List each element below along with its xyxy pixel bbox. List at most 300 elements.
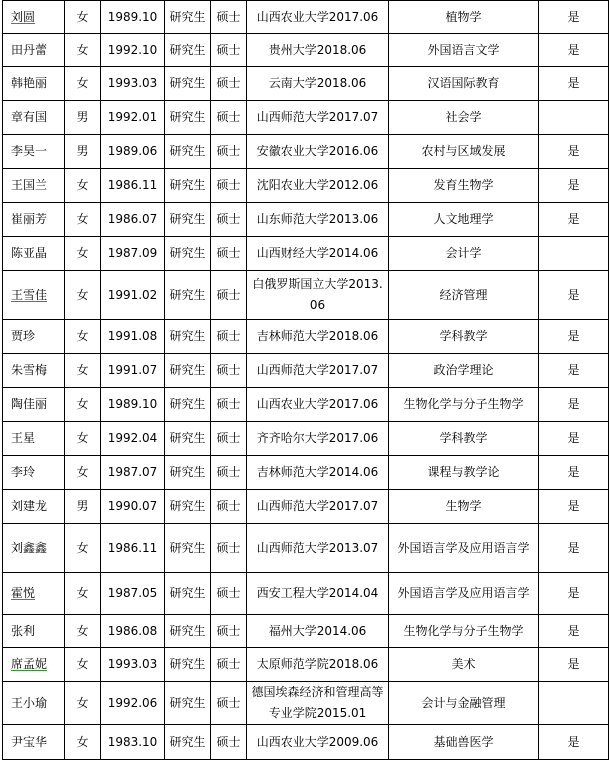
graduated-school-text: 山西财经大学2014.06 xyxy=(256,246,379,260)
flag-cell xyxy=(539,490,609,524)
degree-text: 硕士 xyxy=(216,465,241,479)
gender-cell xyxy=(65,725,101,760)
degree-text: 硕士 xyxy=(216,734,241,749)
name-cell xyxy=(3,725,65,760)
birth-date-cell xyxy=(101,169,165,203)
flag-cell xyxy=(539,34,609,67)
flag-text: 是 xyxy=(567,9,580,24)
flag-cell xyxy=(539,388,609,422)
major-text: 发育生物学 xyxy=(433,178,494,192)
graduated-school-cell xyxy=(247,34,389,67)
flag-text: 是 xyxy=(567,42,580,57)
flag-text: 是 xyxy=(567,586,580,600)
major-text: 人文地理学 xyxy=(433,212,494,226)
graduated-school-cell xyxy=(247,271,389,320)
degree-cell xyxy=(211,101,247,135)
degree-cell xyxy=(211,490,247,524)
graduated-school-cell xyxy=(247,135,389,169)
name-cell xyxy=(3,388,65,422)
name-cell xyxy=(3,354,65,388)
flag-text: 是 xyxy=(567,287,580,302)
major-cell xyxy=(389,237,539,271)
major-cell xyxy=(389,573,539,615)
degree-text: 硕士 xyxy=(216,397,241,411)
education-text: 研究生 xyxy=(169,178,206,192)
graduated-school-text: 齐齐哈尔大学2017.06 xyxy=(256,431,379,445)
flag-cell xyxy=(539,456,609,490)
flag-text: 是 xyxy=(567,623,580,638)
graduated-school-text: 太原师范学院2018.06 xyxy=(256,657,379,671)
gender-cell xyxy=(65,1,101,34)
graduated-school-cell xyxy=(247,573,389,615)
flag-text: 是 xyxy=(567,540,580,555)
graduated-school-cell xyxy=(247,388,389,422)
major-cell xyxy=(389,67,539,101)
major-cell xyxy=(389,135,539,169)
graduated-school-cell xyxy=(247,67,389,101)
gender-cell xyxy=(65,456,101,490)
flag-cell xyxy=(539,682,609,725)
major-cell xyxy=(389,320,539,354)
name-cell xyxy=(3,34,65,67)
table-row xyxy=(3,422,609,456)
education-cell xyxy=(165,169,211,203)
birth-date-cell xyxy=(101,615,165,648)
birth-date-cell xyxy=(101,422,165,456)
roster-rows xyxy=(3,1,609,760)
birth-date-text: 1992.04 xyxy=(107,431,158,445)
degree-text: 硕士 xyxy=(216,110,241,124)
flag-text: 是 xyxy=(567,212,580,226)
gender-text: 女 xyxy=(76,212,89,226)
table-row xyxy=(3,725,609,760)
table-row xyxy=(3,271,609,320)
education-cell xyxy=(165,34,211,67)
name-text: 王国兰 xyxy=(11,178,48,192)
graduated-school-text: 山西师范大学2017.07 xyxy=(256,363,379,377)
birth-date-cell xyxy=(101,682,165,725)
flag-cell xyxy=(539,271,609,320)
name-cell xyxy=(3,456,65,490)
gender-text: 女 xyxy=(76,586,89,600)
major-text: 课程与教学论 xyxy=(427,465,500,479)
table-row xyxy=(3,388,609,422)
gender-text: 女 xyxy=(76,397,89,411)
gender-text: 女 xyxy=(76,431,89,445)
education-text: 研究生 xyxy=(169,110,206,124)
major-cell xyxy=(389,615,539,648)
birth-date-cell xyxy=(101,320,165,354)
education-cell xyxy=(165,135,211,169)
name-cell xyxy=(3,524,65,573)
name-text: 陶佳丽 xyxy=(11,397,48,411)
education-cell xyxy=(165,1,211,34)
birth-date-text: 1989.06 xyxy=(107,144,158,158)
gender-cell xyxy=(65,422,101,456)
flag-cell xyxy=(539,354,609,388)
gender-cell xyxy=(65,320,101,354)
degree-text: 硕士 xyxy=(216,9,241,24)
degree-cell xyxy=(211,320,247,354)
birth-date-cell xyxy=(101,34,165,67)
degree-text: 硕士 xyxy=(216,76,241,90)
birth-date-text: 1991.02 xyxy=(107,287,158,302)
roster-table xyxy=(2,0,609,760)
degree-text: 硕士 xyxy=(216,586,241,600)
flag-cell xyxy=(539,169,609,203)
gender-text: 女 xyxy=(76,287,89,302)
education-text: 研究生 xyxy=(169,76,206,90)
major-cell xyxy=(389,456,539,490)
degree-text: 硕士 xyxy=(216,695,241,710)
degree-cell xyxy=(211,388,247,422)
major-cell xyxy=(389,1,539,34)
gender-cell xyxy=(65,34,101,67)
birth-date-cell xyxy=(101,271,165,320)
gender-cell xyxy=(65,271,101,320)
degree-text: 硕士 xyxy=(216,329,241,343)
table-row xyxy=(3,490,609,524)
education-text: 研究生 xyxy=(169,9,206,24)
flag-cell xyxy=(539,1,609,34)
education-cell xyxy=(165,354,211,388)
birth-date-text: 1986.08 xyxy=(107,623,158,638)
name-text: 尹宝华 xyxy=(11,734,48,749)
graduated-school-cell xyxy=(247,456,389,490)
table-row xyxy=(3,101,609,135)
graduated-school-text: 云南大学2018.06 xyxy=(268,76,367,90)
gender-cell xyxy=(65,648,101,682)
gender-cell xyxy=(65,354,101,388)
gender-text: 女 xyxy=(76,76,89,90)
name-text: 贾珍 xyxy=(11,329,36,343)
gender-text: 女 xyxy=(76,246,89,260)
flag-cell xyxy=(539,135,609,169)
degree-cell xyxy=(211,422,247,456)
degree-cell xyxy=(211,1,247,34)
table-row xyxy=(3,135,609,169)
gender-cell xyxy=(65,169,101,203)
gender-text: 女 xyxy=(76,695,89,710)
major-text: 经济管理 xyxy=(439,287,488,302)
flag-text: 是 xyxy=(567,397,580,411)
major-text: 植物学 xyxy=(445,9,482,24)
education-cell xyxy=(165,725,211,760)
name-cell xyxy=(3,237,65,271)
name-text: 刘鑫鑫 xyxy=(11,540,48,555)
birth-date-text: 1989.10 xyxy=(107,397,158,411)
major-cell xyxy=(389,490,539,524)
degree-text: 硕士 xyxy=(216,287,241,302)
education-text: 研究生 xyxy=(169,499,206,513)
graduated-school-cell xyxy=(247,237,389,271)
degree-cell xyxy=(211,67,247,101)
birth-date-text: 1990.07 xyxy=(107,499,158,513)
major-text: 政治学理论 xyxy=(433,363,494,377)
major-cell xyxy=(389,203,539,237)
graduated-school-text: 西安工程大学2014.04 xyxy=(256,586,379,600)
birth-date-text: 1991.07 xyxy=(107,363,158,377)
education-text: 研究生 xyxy=(169,657,206,671)
name-cell xyxy=(3,682,65,725)
flag-cell xyxy=(539,320,609,354)
education-cell xyxy=(165,203,211,237)
name-text: 席孟妮 xyxy=(11,657,48,671)
name-text: 章有国 xyxy=(11,110,48,124)
education-cell xyxy=(165,388,211,422)
major-text: 学科教学 xyxy=(439,329,488,343)
flag-cell xyxy=(539,237,609,271)
education-cell xyxy=(165,271,211,320)
degree-cell xyxy=(211,135,247,169)
birth-date-cell xyxy=(101,237,165,271)
gender-text: 女 xyxy=(76,465,89,479)
table-row xyxy=(3,1,609,34)
education-cell xyxy=(165,67,211,101)
major-text: 外国语言学及应用语言学 xyxy=(397,540,530,555)
birth-date-text: 1992.10 xyxy=(107,42,158,57)
graduated-school-text: 山东师范大学2013.06 xyxy=(256,212,379,226)
flag-cell xyxy=(539,67,609,101)
name-text: 刘建龙 xyxy=(11,499,48,513)
education-text: 研究生 xyxy=(169,246,206,260)
birth-date-text: 1986.11 xyxy=(107,178,158,192)
flag-text: 是 xyxy=(567,657,580,671)
gender-text: 男 xyxy=(76,144,89,158)
name-cell xyxy=(3,1,65,34)
education-text: 研究生 xyxy=(169,287,206,302)
name-text: 霍悦 xyxy=(11,586,36,600)
major-cell xyxy=(389,271,539,320)
major-text: 外国语言学及应用语言学 xyxy=(397,586,530,600)
degree-cell xyxy=(211,237,247,271)
graduated-school-text: 白俄罗斯国立大学2013.06 xyxy=(252,277,383,312)
education-text: 研究生 xyxy=(169,586,206,600)
gender-text: 女 xyxy=(76,657,89,671)
name-text: 李昊一 xyxy=(11,144,48,158)
birth-date-text: 1987.09 xyxy=(107,246,158,260)
education-cell xyxy=(165,573,211,615)
graduated-school-text: 贵州大学2018.06 xyxy=(268,42,367,57)
birth-date-cell xyxy=(101,135,165,169)
graduated-school-text: 山西师范大学2017.07 xyxy=(256,110,379,124)
gender-cell xyxy=(65,388,101,422)
name-cell xyxy=(3,422,65,456)
education-cell xyxy=(165,615,211,648)
education-cell xyxy=(165,648,211,682)
birth-date-cell xyxy=(101,67,165,101)
education-cell xyxy=(165,422,211,456)
name-text: 王星 xyxy=(11,431,36,445)
education-text: 研究生 xyxy=(169,397,206,411)
major-text: 会计学 xyxy=(445,246,482,260)
education-text: 研究生 xyxy=(169,212,206,226)
gender-text: 女 xyxy=(76,623,89,638)
name-cell xyxy=(3,101,65,135)
flag-text: 是 xyxy=(567,363,580,377)
education-cell xyxy=(165,456,211,490)
flag-cell xyxy=(539,573,609,615)
flag-text: 是 xyxy=(567,329,580,343)
degree-text: 硕士 xyxy=(216,144,241,158)
graduated-school-text: 吉林师范大学2014.06 xyxy=(256,465,379,479)
graduated-school-text: 吉林师范大学2018.06 xyxy=(256,329,379,343)
table-row xyxy=(3,34,609,67)
birth-date-cell xyxy=(101,725,165,760)
flag-cell xyxy=(539,203,609,237)
graduated-school-text: 山西农业大学2017.06 xyxy=(256,397,379,411)
birth-date-cell xyxy=(101,354,165,388)
name-cell xyxy=(3,573,65,615)
gender-text: 女 xyxy=(76,734,89,749)
birth-date-text: 1992.01 xyxy=(107,110,158,124)
flag-cell xyxy=(539,648,609,682)
degree-cell xyxy=(211,573,247,615)
education-text: 研究生 xyxy=(169,42,206,57)
table-row xyxy=(3,615,609,648)
degree-cell xyxy=(211,682,247,725)
graduated-school-cell xyxy=(247,169,389,203)
flag-text: 是 xyxy=(567,178,580,192)
degree-text: 硕士 xyxy=(216,499,241,513)
major-cell xyxy=(389,101,539,135)
name-cell xyxy=(3,648,65,682)
education-cell xyxy=(165,682,211,725)
flag-text: 是 xyxy=(567,431,580,445)
gender-cell xyxy=(65,203,101,237)
name-cell xyxy=(3,490,65,524)
education-text: 研究生 xyxy=(169,734,206,749)
major-text: 外国语言文学 xyxy=(427,42,500,57)
degree-text: 硕士 xyxy=(216,431,241,445)
degree-text: 硕士 xyxy=(216,178,241,192)
graduated-school-text: 山西师范大学2013.07 xyxy=(256,540,379,555)
table-row xyxy=(3,354,609,388)
major-cell xyxy=(389,388,539,422)
graduated-school-cell xyxy=(247,725,389,760)
degree-cell xyxy=(211,34,247,67)
graduated-school-cell xyxy=(247,203,389,237)
gender-text: 女 xyxy=(76,540,89,555)
name-cell xyxy=(3,169,65,203)
degree-text: 硕士 xyxy=(216,363,241,377)
major-text: 生物化学与分子生物学 xyxy=(403,623,524,638)
graduated-school-cell xyxy=(247,490,389,524)
degree-cell xyxy=(211,271,247,320)
gender-text: 女 xyxy=(76,178,89,192)
major-text: 学科教学 xyxy=(439,431,488,445)
name-cell xyxy=(3,320,65,354)
name-cell xyxy=(3,615,65,648)
gender-text: 女 xyxy=(76,9,89,24)
degree-cell xyxy=(211,615,247,648)
graduated-school-text: 山西农业大学2017.06 xyxy=(256,9,379,24)
graduated-school-cell xyxy=(247,101,389,135)
major-cell xyxy=(389,524,539,573)
birth-date-text: 1986.11 xyxy=(107,540,158,555)
name-cell xyxy=(3,135,65,169)
name-cell xyxy=(3,67,65,101)
gender-text: 女 xyxy=(76,363,89,377)
gender-text: 男 xyxy=(76,499,89,513)
education-cell xyxy=(165,490,211,524)
graduated-school-text: 德国埃森经济和管理高等专业学院2015.01 xyxy=(251,685,384,720)
gender-cell xyxy=(65,490,101,524)
graduated-school-text: 沈阳农业大学2012.06 xyxy=(256,178,379,192)
name-text: 王雪佳 xyxy=(11,287,48,302)
name-text: 崔丽芳 xyxy=(11,212,48,226)
table-row xyxy=(3,524,609,573)
birth-date-cell xyxy=(101,388,165,422)
birth-date-cell xyxy=(101,203,165,237)
flag-cell xyxy=(539,615,609,648)
table-row xyxy=(3,573,609,615)
major-cell xyxy=(389,34,539,67)
graduated-school-cell xyxy=(247,422,389,456)
education-text: 研究生 xyxy=(169,431,206,445)
name-text: 张利 xyxy=(11,623,36,638)
major-text: 汉语国际教育 xyxy=(427,76,500,90)
birth-date-cell xyxy=(101,573,165,615)
name-text: 韩艳丽 xyxy=(11,76,48,90)
degree-text: 硕士 xyxy=(216,246,241,260)
flag-cell xyxy=(539,725,609,760)
major-text: 基础兽医学 xyxy=(433,734,494,749)
education-cell xyxy=(165,320,211,354)
major-cell xyxy=(389,422,539,456)
birth-date-cell xyxy=(101,648,165,682)
graduated-school-text: 山西师范大学2017.07 xyxy=(256,499,379,513)
major-text: 生物化学与分子生物学 xyxy=(403,397,524,411)
flag-cell xyxy=(539,422,609,456)
education-cell xyxy=(165,237,211,271)
degree-cell xyxy=(211,456,247,490)
gender-cell xyxy=(65,682,101,725)
birth-date-cell xyxy=(101,524,165,573)
major-text: 社会学 xyxy=(445,110,482,124)
birth-date-cell xyxy=(101,1,165,34)
major-text: 生物学 xyxy=(445,499,482,513)
table-row xyxy=(3,67,609,101)
gender-cell xyxy=(65,237,101,271)
degree-cell xyxy=(211,648,247,682)
gender-text: 女 xyxy=(76,42,89,57)
education-cell xyxy=(165,524,211,573)
graduated-school-cell xyxy=(247,354,389,388)
flag-text: 是 xyxy=(567,734,580,749)
gender-cell xyxy=(65,135,101,169)
name-text: 王小瑜 xyxy=(11,695,48,710)
graduated-school-cell xyxy=(247,682,389,725)
name-text: 朱雪梅 xyxy=(11,363,48,377)
major-cell xyxy=(389,169,539,203)
major-cell xyxy=(389,682,539,725)
degree-text: 硕士 xyxy=(216,42,241,57)
degree-cell xyxy=(211,169,247,203)
name-cell xyxy=(3,271,65,320)
education-text: 研究生 xyxy=(169,329,206,343)
graduated-school-text: 山西农业大学2009.06 xyxy=(256,734,379,749)
birth-date-text: 1993.03 xyxy=(107,657,158,671)
flag-text: 是 xyxy=(567,144,580,158)
education-text: 研究生 xyxy=(169,540,206,555)
major-cell xyxy=(389,354,539,388)
education-text: 研究生 xyxy=(169,465,206,479)
major-text: 会计与金融管理 xyxy=(421,695,506,710)
graduated-school-text: 福州大学2014.06 xyxy=(268,623,367,638)
birth-date-text: 1983.10 xyxy=(107,734,158,749)
flag-text: 是 xyxy=(567,499,580,513)
